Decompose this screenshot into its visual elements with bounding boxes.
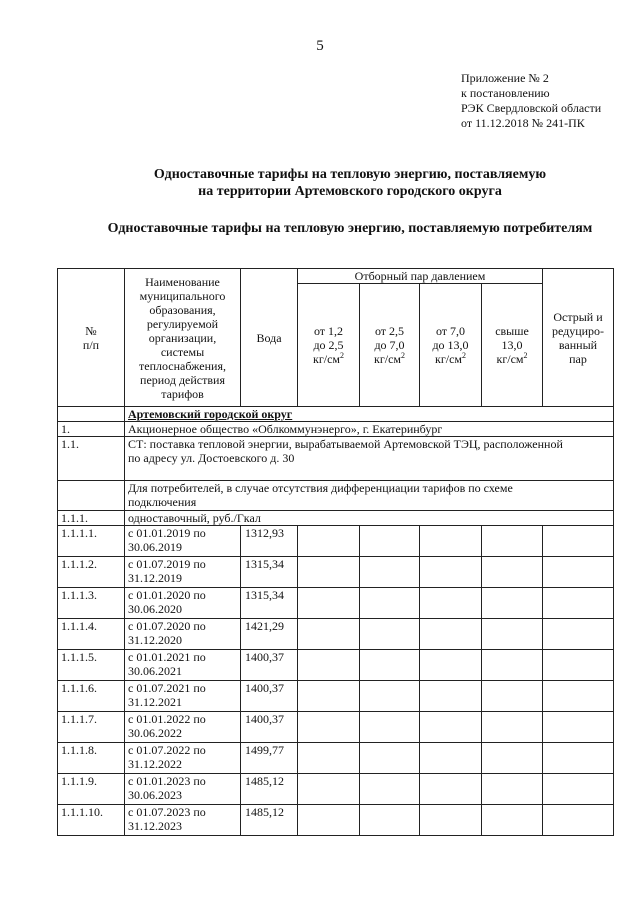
row-num: 1.1.1.10.: [58, 805, 125, 836]
org-row: [58, 422, 614, 437]
tariff-table: [57, 268, 614, 836]
row-period: с 01.07.2021 по 31.12.2021: [125, 681, 241, 712]
title-line-2: на территории Артемовского городского округа: [198, 184, 502, 199]
system-desc: СТ: поставка тепловой энергии, вырабатываемой Артемовской ТЭЦ, расположенной по адресу ул. Достоевского д. 30: [125, 437, 614, 481]
table-row: [58, 774, 614, 805]
row-num: 1.1.1.9.: [58, 774, 125, 805]
row-value: 1421,29: [241, 619, 298, 650]
table-row: [58, 805, 614, 836]
row-period: с 01.01.2020 по 30.06.2020: [125, 588, 241, 619]
consumers-desc: Для потребителей, в случае отсутствия дифференциации тарифов по схеме подключения: [125, 481, 614, 511]
rate-label: одноставочный, руб./Гкал: [125, 511, 614, 526]
rate-row: [58, 511, 614, 526]
table-row: [58, 681, 614, 712]
row-num: 1.1.1.3.: [58, 588, 125, 619]
row-num: 1.1.1.7.: [58, 712, 125, 743]
row-period: с 01.07.2022 по 31.12.2022: [125, 743, 241, 774]
row-period: с 01.01.2019 по 30.06.2019: [125, 526, 241, 557]
header-water: Вода: [241, 269, 298, 407]
table-row: [58, 557, 614, 588]
appendix-line-2: к постановлению: [461, 86, 550, 100]
row-period: с 01.07.2023 по 31.12.2023: [125, 805, 241, 836]
header-name: Наименование муниципального образования, регулируемой организации, системы теплоснабжения, период действия тарифов: [125, 269, 241, 407]
header-steam-2: от 2,5 до 7,0 $кг/см^2$: [360, 284, 420, 407]
title-line-1: Одноставочные тарифы на тепловую энергию, поставляемую: [153, 167, 547, 182]
row-value: 1400,37: [241, 650, 298, 681]
appendix-line-1: Приложение № 2: [461, 71, 549, 85]
region-row: [58, 407, 614, 422]
row-period: с 01.07.2020 по 31.12.2020: [125, 619, 241, 650]
row-period: с 01.01.2022 по 30.06.2022: [125, 712, 241, 743]
row-num: 1.1.1.4.: [58, 619, 125, 650]
table-row: [58, 619, 614, 650]
table-row: [58, 526, 614, 557]
row-value: 1499,77: [241, 743, 298, 774]
page-number: 5: [316, 38, 324, 54]
table-row: [58, 650, 614, 681]
row-num: 1.1.1.2.: [58, 557, 125, 588]
table-row: [58, 743, 614, 774]
row-value: 1485,12: [241, 805, 298, 836]
appendix-line-3: РЭК Свердловской области: [461, 101, 602, 115]
header-steam-4: свыше 13,0 $кг/см^2$: [482, 284, 543, 407]
row-value: 1400,37: [241, 681, 298, 712]
header-steam-3: от 7,0 до 13,0 $кг/см^2$: [420, 284, 482, 407]
rate-num: 1.1.1.: [58, 511, 125, 526]
header-steam-group: Отборный пар давлением: [298, 269, 543, 284]
header-steam-1: от 1,2 до 2,5 $кг/см^2$: [298, 284, 360, 407]
appendix-block: [461, 71, 601, 131]
document-title: [0, 166, 640, 200]
region-name: Артемовский городской округ: [125, 407, 614, 422]
row-period: с 01.01.2023 по 30.06.2023: [125, 774, 241, 805]
row-value: 1312,93: [241, 526, 298, 557]
org-name: Акционерное общество «Облкоммунэнерго», г. Екатеринбург: [125, 422, 614, 437]
row-num: 1.1.1.1.: [58, 526, 125, 557]
table-row: [58, 588, 614, 619]
document-subtitle: Одноставочные тарифы на тепловую энергию, поставляемую потребителям: [107, 221, 593, 236]
row-value: 1485,12: [241, 774, 298, 805]
header-num: № п/п: [58, 269, 125, 407]
row-value: 1315,34: [241, 588, 298, 619]
row-value: 1400,37: [241, 712, 298, 743]
system-row: [58, 437, 614, 481]
header-row-1: [58, 269, 614, 284]
appendix-line-4: от 11.12.2018 № 241-ПК: [461, 116, 585, 130]
row-num: 1.1.1.6.: [58, 681, 125, 712]
row-period: с 01.07.2019 по 31.12.2019: [125, 557, 241, 588]
consumers-row: [58, 481, 614, 511]
row-num: 1.1.1.8.: [58, 743, 125, 774]
row-value: 1315,34: [241, 557, 298, 588]
system-num: 1.1.: [58, 437, 125, 481]
row-num: 1.1.1.5.: [58, 650, 125, 681]
org-num: 1.: [58, 422, 125, 437]
table-row: [58, 712, 614, 743]
header-sharp-steam: Острый и редуциро- ванный пар: [543, 269, 614, 407]
row-period: с 01.01.2021 по 30.06.2021: [125, 650, 241, 681]
